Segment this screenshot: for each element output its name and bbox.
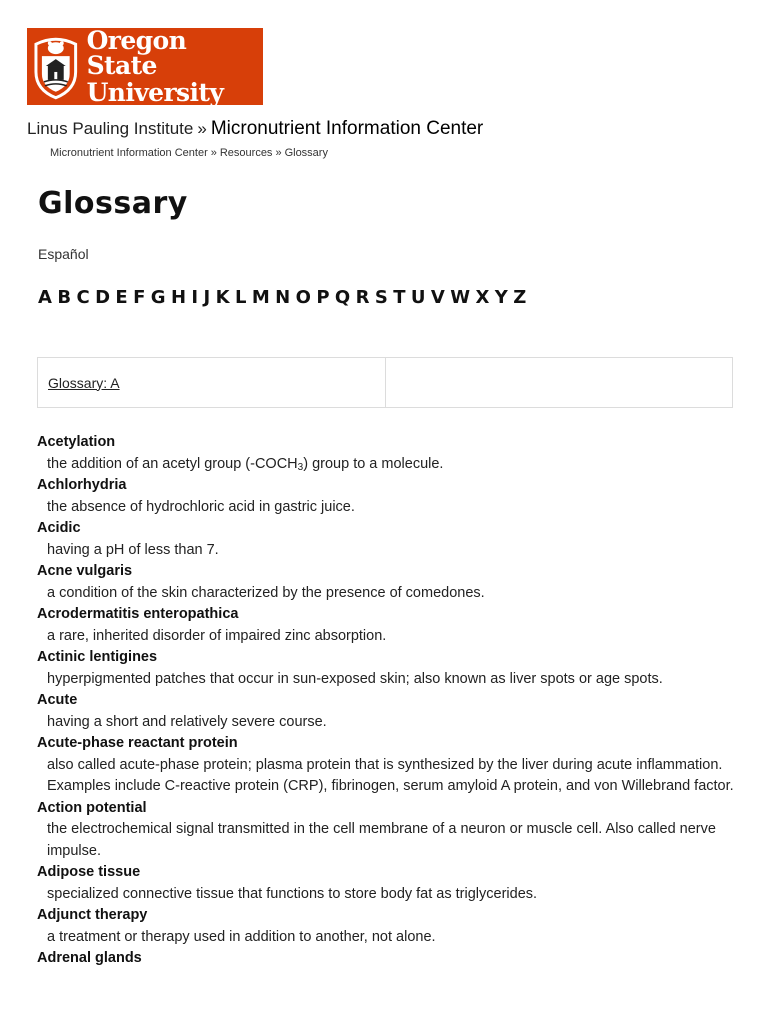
glossary-definition: specialized connective tissue that functions to store body fat as triglycerides. [47, 885, 538, 902]
glossary-definition: having a short and relatively severe course. [47, 713, 327, 730]
glossary-term: Acne vulgaris [37, 563, 133, 579]
osu-logo[interactable] [27, 28, 263, 105]
alphabet-letter-t[interactable]: T [393, 287, 406, 308]
glossary-term: Acrodermatitis enteropathica [37, 606, 239, 622]
glossary-definition: the absence of hydrochloric acid in gastric juice. [47, 498, 355, 515]
alphabet-letter-b[interactable]: B [57, 287, 72, 308]
logo-text-line2: University [86, 78, 224, 107]
glossary-table-cell-empty [386, 358, 732, 407]
glossary-definition: hyperpigmented patches that occur in sun-exposed skin; also known as liver spots or age spots. [47, 670, 663, 687]
glossary-term: Actinic lentigines [37, 649, 158, 665]
alphabet-letter-y[interactable]: Y [494, 287, 508, 308]
glossary-definition: a treatment or therapy used in addition to another, not alone. [47, 928, 436, 945]
center-link[interactable]: Micronutrient Information Center [210, 118, 484, 139]
alphabet-letter-j[interactable]: J [203, 287, 211, 308]
alphabet-letter-e[interactable]: E [115, 287, 128, 308]
glossary-term: Acute [37, 692, 78, 708]
alphabet-letter-a[interactable]: A [38, 287, 52, 308]
alphabet-letter-u[interactable]: U [410, 287, 426, 308]
glossary-definition: a condition of the skin characterized by the presence of comedones. [47, 584, 485, 601]
glossary-term: Acute-phase reactant protein [37, 735, 238, 751]
glossary-term: Action potential [37, 799, 147, 816]
beaver-seal-icon [31, 34, 81, 100]
alphabet-letter-o[interactable]: O [295, 287, 311, 308]
logo-text-line1: Oregon State [86, 26, 187, 80]
glossary-definition: having a pH of less than 7. [47, 541, 219, 558]
alphabet-letter-r[interactable]: R [355, 287, 370, 308]
glossary-entries [37, 432, 737, 970]
breadcrumb-separator: » [275, 147, 282, 159]
glossary-term: Achlorhydria [37, 477, 127, 493]
alphabet-letter-v[interactable]: V [430, 287, 445, 308]
page-title: Glossary [38, 186, 188, 221]
alphabet-letter-d[interactable]: D [95, 287, 111, 308]
site-title [27, 118, 483, 140]
alphabet-letter-p[interactable]: P [316, 287, 330, 308]
glossary-definition: a rare, inherited disorder of impaired zinc absorption. [47, 627, 387, 644]
alphabet-letter-f[interactable]: F [133, 287, 146, 308]
alphabet-letter-m[interactable]: M [251, 287, 270, 308]
glossary-term: Adrenal glands [37, 950, 142, 966]
glossary-term: Adjunct therapy [37, 907, 148, 923]
breadcrumb-item-center[interactable]: Micronutrient Information Center [50, 147, 208, 159]
alphabet-letter-h[interactable]: H [170, 287, 187, 308]
alphabet-letter-z[interactable]: Z [513, 287, 527, 308]
institute-link[interactable]: Linus Pauling Institute [27, 119, 194, 138]
definition-subscript: 3 [297, 461, 304, 473]
glossary-definition: the electrochemical signal transmitted in the cell membrane of a neuron or muscle cell. Also called nerve impulse. [47, 821, 716, 859]
breadcrumb [50, 147, 328, 159]
glossary-a-link[interactable]: Glossary: A [48, 374, 120, 391]
glossary-term: Adipose tissue [37, 864, 141, 880]
alphabet-letter-c[interactable]: C [76, 287, 90, 308]
glossary-definition: also called acute-phase protein; plasma protein that is synthesized by the liver during acute inflammation. Examples include C-reactive protein (CRP), fibrinogen, serum amyloid A protein, and von Willebrand factor. [47, 756, 734, 794]
spanish-language-link[interactable]: Español [38, 246, 89, 262]
alphabet-letter-l[interactable]: L [234, 287, 247, 308]
glossary-table-cell [38, 358, 386, 407]
title-separator: » [197, 119, 207, 138]
alphabet-letter-x[interactable]: X [475, 287, 490, 308]
glossary-index-table [37, 357, 733, 408]
breadcrumb-item-glossary: Glossary [284, 147, 328, 159]
alphabet-letter-n[interactable]: N [275, 287, 291, 308]
alphabet-letter-g[interactable]: G [150, 287, 166, 308]
definition-text: ) group to a molecule. [303, 455, 444, 472]
definition-text: the addition of an acetyl group (-COCH [47, 455, 298, 472]
alphabet-letter-i[interactable]: I [191, 287, 199, 308]
glossary-term: Acidic [37, 520, 81, 536]
alphabet-nav [38, 287, 532, 308]
breadcrumb-item-resources[interactable]: Resources [219, 147, 273, 159]
alphabet-letter-q[interactable]: Q [334, 287, 351, 308]
glossary-definition [37, 454, 737, 476]
alphabet-letter-w[interactable]: W [450, 287, 471, 308]
alphabet-letter-k[interactable]: K [215, 287, 230, 308]
glossary-term: Acetylation [37, 434, 116, 450]
breadcrumb-separator: » [210, 147, 217, 159]
alphabet-letter-s[interactable]: S [374, 287, 388, 308]
